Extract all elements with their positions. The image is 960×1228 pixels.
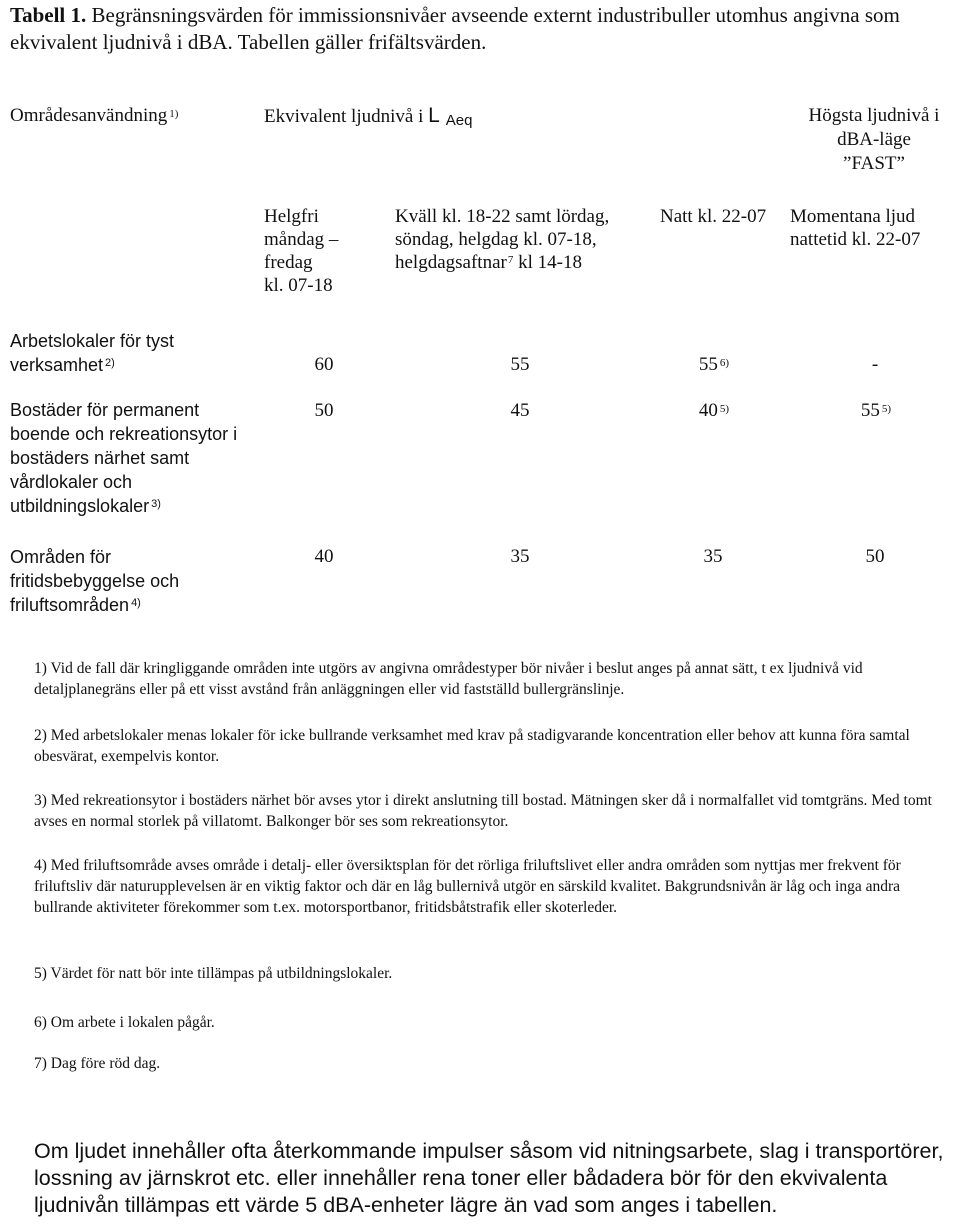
footnote: 3) Med rekreationsytor i bostäders närhet bör avses ytor i direkt anslutning till bostad. Mätningen sker då i normalfallet vid tomtgräns. Med tomt avses en normal storlek på villatomt. Balkonger bör ses som rekreationsytor. bbox=[34, 792, 932, 830]
footnote: 5) Värdet för natt bör inte tillämpas på utbildningslokaler. bbox=[34, 965, 393, 982]
header-max-level: Högsta ljudnivå i dBA-läge ”FAST” bbox=[808, 105, 940, 174]
subheader-momentary: Momentana ljud nattetid kl. 22-07 bbox=[790, 206, 921, 250]
cell-evening: 35 bbox=[510, 546, 530, 567]
cell-day: 50 bbox=[314, 400, 334, 421]
footnote: 2) Med arbetslokaler menas lokaler för icke bullrande verksamhet med krav på stadigvarande koncentration eller behov att kunna föra samtal obesvärat, exempelvis kontor. bbox=[34, 727, 910, 765]
footnote: 1) Vid de fall där kringliggande områden inte utgörs av angivna områdestyper bör nivåer i beslut anges på annat sätt, t ex ljudnivå vid detaljplanegräns eller på ett visst avstånd från anläggningen eller vid fastställd bullergränslinje. bbox=[34, 660, 863, 698]
header-area-use: Områdesanvändning $^{1)}$ bbox=[10, 105, 179, 126]
row-label-workplaces: Arbetslokaler för tyst verksamhet $^{2)}$ bbox=[10, 331, 175, 375]
cell-night: 40 $^{5)}$ bbox=[698, 400, 730, 421]
row-label-dwellings: Bostäder för permanent boende och rekreationsytor i bostäders närhet samt vårdlokaler och utbildningslokaler $^{3)}$ bbox=[10, 400, 238, 516]
subheader-weekday: Helgfri måndag – fredag kl. 07-18 bbox=[264, 206, 339, 296]
footnote: 7) Dag före röd dag. bbox=[34, 1055, 161, 1072]
header-equivalent-level: Ekvivalent ljudnivå i L Aeq bbox=[264, 104, 473, 129]
footnote: 6) Om arbete i lokalen pågår. bbox=[34, 1014, 215, 1031]
cell-max: - bbox=[871, 354, 879, 375]
cell-max: 50 bbox=[865, 546, 885, 567]
caption-label: Tabell 1. bbox=[10, 3, 87, 27]
cell-night: 35 bbox=[703, 546, 723, 567]
caption-text: Begränsningsvärden för immissionsnivåer avseende externt industribuller utomhus angivna som ekvivalent ljudnivå i dBA. Tabellen gäller frifältsvärden. bbox=[10, 3, 900, 54]
row-label-recreation: Områden för fritidsbebyggelse och friluftsområden $^{4)}$ bbox=[10, 547, 180, 615]
subheader-evening: Kväll kl. 18-22 samt lördag, söndag, helgdag kl. 07-18, helgdagsaftnar$^7$ kl 14-18 bbox=[395, 206, 610, 273]
cell-day: 60 bbox=[314, 354, 334, 375]
cell-night: 55 $^{6)}$ bbox=[698, 354, 730, 375]
footnote: 4) Med friluftsområde avses område i detalj- eller översiktsplan för det rörliga friluftslivet eller andra områden som nyttjas mer frekvent för friluftsliv där naturupplevelsen är en viktig faktor och där en låg bullernivå utgör en särskild kvalitet. Bakgrundsnivån är låg och inga andra bullrande aktiviteter förekommer som t.ex. motorsportbanor, fritidsbåtstrafik eller skoterleder. bbox=[34, 857, 901, 916]
closing-paragraph: Om ljudet innehåller ofta återkommande impulser såsom vid nitningsarbete, slag i transportörer, lossning av järnskrot etc. eller innehåller rena toner eller bådadera bör för den ekvivalenta ljudnivån tillämpas ett värde 5 dBA-enheter lägre än vad som anges i tabellen. bbox=[34, 1139, 944, 1217]
table-caption bbox=[10, 2, 955, 56]
cell-evening: 45 bbox=[510, 400, 530, 421]
subheader-night: Natt kl. 22-07 bbox=[660, 206, 767, 227]
cell-max: 55 $^{5)}$ bbox=[860, 400, 892, 421]
cell-evening: 55 bbox=[510, 354, 530, 375]
cell-day: 40 bbox=[314, 546, 334, 567]
